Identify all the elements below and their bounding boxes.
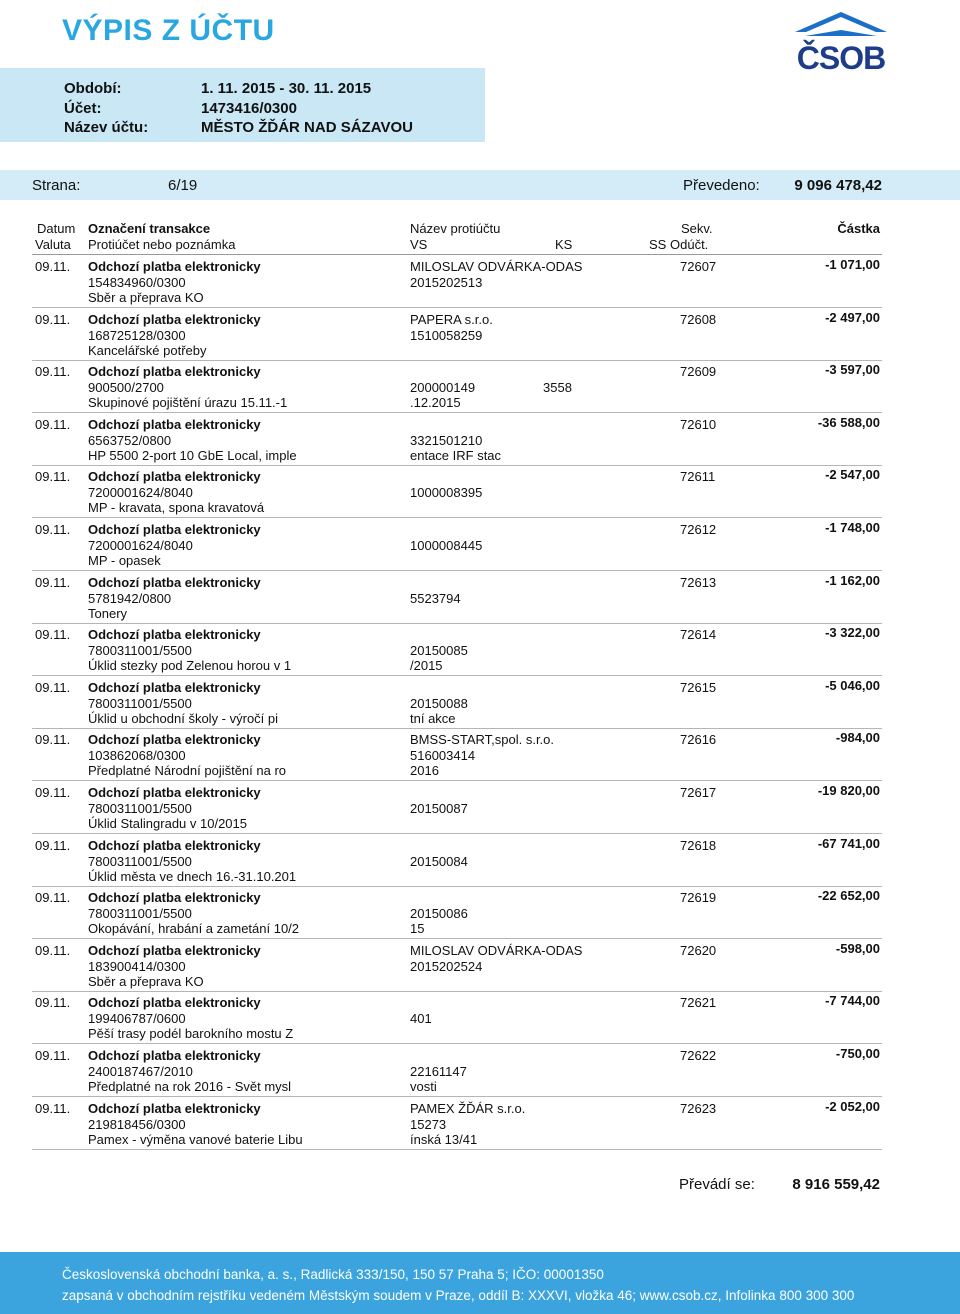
tx-type: Odchozí platba elektronicky — [88, 679, 261, 695]
tx-amount: -1 162,00 — [825, 572, 880, 588]
transaction-row — [0, 625, 960, 678]
account-info-box — [0, 68, 485, 142]
tx-seq: 72623 — [680, 1100, 717, 1116]
period-label: Období: — [64, 80, 122, 97]
tx-vs: 516003414 — [410, 748, 476, 764]
account-name-label: Název účtu: — [64, 119, 149, 136]
tx-date: 09.11. — [35, 364, 71, 380]
tx-amount: -19 820,00 — [817, 783, 880, 798]
tx-amount: -750,00 — [835, 1046, 880, 1061]
tx-vs-cont: tní akce — [410, 710, 456, 726]
row-divider — [32, 570, 882, 571]
tx-date: 09.11. — [35, 1100, 71, 1116]
tx-amount: -1 071,00 — [825, 257, 880, 272]
tx-seq: 72616 — [680, 732, 717, 748]
tx-vs: 20150084 — [410, 853, 468, 869]
tx-counter-account: 7800311001/5500 — [88, 695, 192, 711]
tx-amount: -5 046,00 — [825, 677, 880, 693]
tx-note: Úklid stezky pod Zelenou horou v 1 — [88, 658, 292, 674]
tx-seq: 72622 — [680, 1048, 717, 1063]
tx-date: 09.11. — [35, 574, 71, 590]
footer-line-1: Československá obchodní banka, a. s., Radlická 333/150, 150 57 Praha 5; IČO: 00001350 — [62, 1267, 604, 1282]
tx-vs: 3321501210 — [410, 432, 483, 448]
carried-amount: 9 096 478,42 — [794, 177, 882, 194]
tx-vs-cont: 15 — [410, 921, 425, 937]
tx-seq: 72620 — [680, 942, 717, 958]
tx-vs-cont: vosti — [410, 1079, 437, 1094]
period-value: 1. 11. 2015 - 30. 11. 2015 — [201, 80, 372, 97]
transaction-row — [0, 520, 960, 573]
tx-counter-account: 183900414/0300 — [88, 958, 186, 974]
tx-type: Odchozí platba elektronicky — [88, 259, 261, 274]
tx-note: MP - kravata, spona kravatová — [88, 500, 265, 516]
tx-vs: 20150085 — [410, 643, 468, 659]
account-label: Účet: — [64, 100, 102, 117]
tx-counterparty-name: PAMEX ŽĎÁR s.r.o. — [410, 1100, 526, 1116]
tx-vs: 20150088 — [410, 695, 468, 711]
page-bar — [0, 170, 960, 200]
bank-footer — [0, 1252, 960, 1314]
transaction-row — [0, 1046, 960, 1099]
transaction-row — [0, 362, 960, 415]
tx-amount: -7 744,00 — [825, 993, 880, 1009]
tx-counter-account: 7200001624/8040 — [88, 485, 193, 501]
row-divider — [32, 938, 882, 939]
tx-counter-account: 7800311001/5500 — [88, 643, 192, 659]
tx-date: 09.11. — [35, 995, 71, 1011]
tx-note: Pěší trasy podél barokního mostu Z — [88, 1026, 294, 1042]
row-divider — [32, 728, 882, 729]
tx-seq: 72613 — [680, 574, 717, 590]
transaction-row — [0, 1099, 960, 1152]
row-divider — [32, 412, 882, 413]
tx-type: Odchozí platba elektronicky — [88, 522, 261, 537]
col-sekv: Sekv. — [681, 221, 713, 236]
row-divider — [32, 675, 882, 676]
row-divider — [32, 886, 882, 887]
col-valuta: Valuta — [35, 237, 71, 252]
tx-note: Předplatné Národní pojištění na ro — [88, 763, 287, 779]
tx-vs: 1000008395 — [410, 485, 483, 501]
tx-seq: 72607 — [680, 259, 717, 274]
page-number: 6/19 — [168, 177, 198, 194]
tx-date: 09.11. — [35, 522, 71, 537]
transaction-row — [0, 941, 960, 994]
tx-note: Úklid u obchodní školy - výročí pi — [88, 710, 279, 726]
tx-date: 09.11. — [35, 311, 71, 327]
logo-arc-icon — [795, 12, 887, 32]
row-divider — [32, 1096, 882, 1097]
tx-note: Pamex - výměna vanové baterie Libu — [88, 1131, 303, 1147]
transaction-row — [0, 730, 960, 783]
tx-type: Odchozí platba elektronicky — [88, 732, 261, 748]
transaction-row — [0, 678, 960, 731]
tx-type: Odchozí platba elektronicky — [88, 942, 261, 958]
tx-seq: 72617 — [680, 785, 717, 800]
col-datum: Datum — [37, 221, 76, 236]
tx-vs: 1510058259 — [410, 327, 483, 343]
tx-note: Skupinové pojištění úrazu 15.11.-1 — [88, 395, 288, 411]
transaction-row — [0, 888, 960, 941]
tx-ks: 3558 — [543, 380, 572, 396]
tx-amount: -36 588,00 — [817, 414, 880, 430]
tx-vs-cont: /2015 — [410, 658, 443, 674]
tx-type: Odchozí platba elektronicky — [88, 574, 261, 590]
tx-amount: -2 052,00 — [825, 1098, 880, 1114]
tx-note: Sběr a přeprava KO — [88, 290, 204, 305]
tx-date: 09.11. — [35, 837, 71, 853]
tx-vs-cont: .12.2015 — [410, 395, 461, 411]
col-oznaceni: Označení transakce — [88, 221, 211, 236]
tx-counter-account: 900500/2700 — [88, 380, 164, 396]
row-divider — [32, 623, 882, 624]
tx-seq: 72608 — [680, 311, 717, 327]
transaction-row — [0, 783, 960, 836]
tx-counter-account: 103862068/0300 — [88, 748, 186, 764]
tx-date: 09.11. — [35, 942, 71, 958]
logo-wordmark: ČSOB — [796, 40, 886, 76]
logo-arc-inner-icon — [805, 30, 877, 36]
tx-amount: -2 547,00 — [825, 467, 880, 483]
tx-seq: 72614 — [680, 627, 717, 643]
tx-counterparty-name: PAPERA s.r.o. — [410, 311, 493, 327]
tx-counter-account: 7800311001/5500 — [88, 801, 192, 816]
tx-note: Úklid města ve dnech 16.-31.10.201 — [88, 868, 297, 884]
tx-vs: 20150087 — [410, 801, 468, 816]
tx-amount: -22 652,00 — [817, 888, 880, 904]
tx-type: Odchozí platba elektronicky — [88, 785, 261, 800]
transaction-row — [0, 467, 960, 520]
tx-amount: -1 748,00 — [825, 520, 880, 535]
carried-label: Převedeno: — [683, 177, 760, 194]
tx-type: Odchozí platba elektronicky — [88, 311, 261, 327]
tx-note: Kancelářské potřeby — [88, 342, 207, 358]
tx-seq: 72609 — [680, 364, 717, 380]
col-castka: Částka — [837, 221, 880, 236]
tx-vs: 2015202524 — [410, 958, 483, 974]
tx-counter-account: 2400187467/2010 — [88, 1064, 193, 1079]
tx-type: Odchozí platba elektronicky — [88, 995, 261, 1011]
tx-seq: 72610 — [680, 416, 717, 432]
tx-type: Odchozí platba elektronicky — [88, 469, 261, 485]
tx-note: Tonery — [88, 605, 128, 621]
row-divider — [32, 465, 882, 466]
tx-note: HP 5500 2-port 10 GbE Local, imple — [88, 447, 297, 463]
transaction-row — [0, 573, 960, 626]
tx-date: 09.11. — [35, 732, 71, 748]
tx-amount: -598,00 — [835, 940, 880, 956]
tx-vs: 22161147 — [410, 1064, 467, 1079]
tx-counterparty-name: MILOSLAV ODVÁRKA-ODAS — [410, 259, 583, 274]
csob-logo — [795, 12, 887, 78]
account-name: MĚSTO ŽĎÁR NAD SÁZAVOU — [201, 119, 413, 136]
row-divider — [32, 833, 882, 834]
tx-amount: -67 741,00 — [817, 835, 880, 851]
header-divider — [32, 254, 882, 255]
tx-vs: 20150086 — [410, 906, 468, 922]
tx-vs: 5523794 — [410, 590, 461, 606]
transfer-amount: 8 916 559,42 — [792, 1176, 880, 1193]
transaction-row — [0, 993, 960, 1046]
tx-type: Odchozí platba elektronicky — [88, 1048, 261, 1063]
statement-title: VÝPIS Z ÚČTU — [62, 14, 275, 47]
tx-seq: 72619 — [680, 890, 717, 906]
tx-counter-account: 7800311001/5500 — [88, 853, 192, 869]
tx-note: Sběr a přeprava KO — [88, 973, 204, 989]
tx-counter-account: 199406787/0600 — [88, 1011, 186, 1027]
row-divider — [32, 991, 882, 992]
tx-vs-cont: entace IRF stac — [410, 447, 502, 463]
tx-note: Úklid Stalingradu v 10/2015 — [88, 816, 247, 831]
tx-type: Odchozí platba elektronicky — [88, 627, 261, 643]
tx-type: Odchozí platba elektronicky — [88, 890, 261, 906]
tx-amount: -2 497,00 — [825, 309, 880, 325]
tx-seq: 72621 — [680, 995, 717, 1011]
tx-seq: 72618 — [680, 837, 717, 853]
page-label: Strana: — [32, 177, 81, 194]
transaction-row — [0, 257, 960, 310]
tx-seq: 72611 — [680, 469, 716, 485]
tx-date: 09.11. — [35, 785, 71, 800]
account-number: 1473416/0300 — [201, 100, 297, 117]
tx-counter-account: 6563752/0800 — [88, 432, 172, 448]
row-divider — [32, 1149, 882, 1150]
tx-note: Předplatné na rok 2016 - Svět mysl — [88, 1079, 292, 1094]
tx-counter-account: 7800311001/5500 — [88, 906, 192, 922]
tx-type: Odchozí platba elektronicky — [88, 416, 261, 432]
tx-type: Odchozí platba elektronicky — [88, 1100, 261, 1116]
tx-counterparty-name: MILOSLAV ODVÁRKA-ODAS — [410, 942, 583, 958]
transaction-row — [0, 836, 960, 889]
col-ks: KS — [555, 237, 573, 252]
tx-counter-account: 154834960/0300 — [88, 275, 186, 290]
col-ss: SS — [649, 237, 667, 252]
tx-vs-cont: ínská 13/41 — [410, 1131, 478, 1147]
tx-note: Okopávání, hrabání a zametání 10/2 — [88, 921, 300, 937]
tx-type: Odchozí platba elektronicky — [88, 364, 261, 380]
tx-vs: 401 — [410, 1011, 432, 1027]
tx-date: 09.11. — [35, 1048, 71, 1063]
tx-vs-cont: 2016 — [410, 763, 439, 779]
tx-vs: 200000149 — [410, 380, 476, 396]
transfer-label: Převádí se: — [679, 1176, 755, 1193]
row-divider — [32, 517, 882, 518]
tx-seq: 72612 — [680, 522, 717, 537]
tx-date: 09.11. — [35, 259, 71, 274]
tx-vs: 15273 — [410, 1116, 447, 1132]
tx-date: 09.11. — [35, 890, 71, 906]
footer-line-2: zapsaná v obchodním rejstříku vedeném Městským soudem v Praze, oddíl B: XXXVI, vložka 46; www.csob.cz, Infolinka 800 300 300 — [62, 1288, 855, 1303]
row-divider — [32, 780, 882, 781]
tx-amount: -984,00 — [835, 730, 880, 746]
tx-date: 09.11. — [35, 627, 71, 643]
row-divider — [32, 1043, 882, 1044]
tx-counterparty-name: BMSS-START,spol. s.r.o. — [410, 732, 555, 748]
col-nazev-protiuctu: Název protiúčtu — [410, 221, 501, 236]
tx-counter-account: 5781942/0800 — [88, 590, 172, 606]
col-oduct: Odúčt. — [670, 237, 709, 252]
tx-vs: 2015202513 — [410, 275, 483, 290]
tx-date: 09.11. — [35, 679, 71, 695]
transaction-row — [0, 310, 960, 363]
tx-seq: 72615 — [680, 679, 717, 695]
tx-counter-account: 168725128/0300 — [88, 327, 186, 343]
row-divider — [32, 307, 882, 308]
tx-amount: -3 597,00 — [825, 362, 880, 378]
transaction-row — [0, 415, 960, 468]
tx-counter-account: 219818456/0300 — [88, 1116, 186, 1132]
col-vs: VS — [410, 237, 428, 252]
tx-date: 09.11. — [35, 416, 71, 432]
tx-type: Odchozí platba elektronicky — [88, 837, 261, 853]
tx-amount: -3 322,00 — [825, 625, 880, 641]
tx-date: 09.11. — [35, 469, 71, 485]
tx-note: MP - opasek — [88, 553, 161, 568]
row-divider — [32, 360, 882, 361]
tx-vs: 1000008445 — [410, 538, 483, 553]
col-protiucet: Protiúčet nebo poznámka — [88, 237, 236, 252]
tx-counter-account: 7200001624/8040 — [88, 538, 193, 553]
